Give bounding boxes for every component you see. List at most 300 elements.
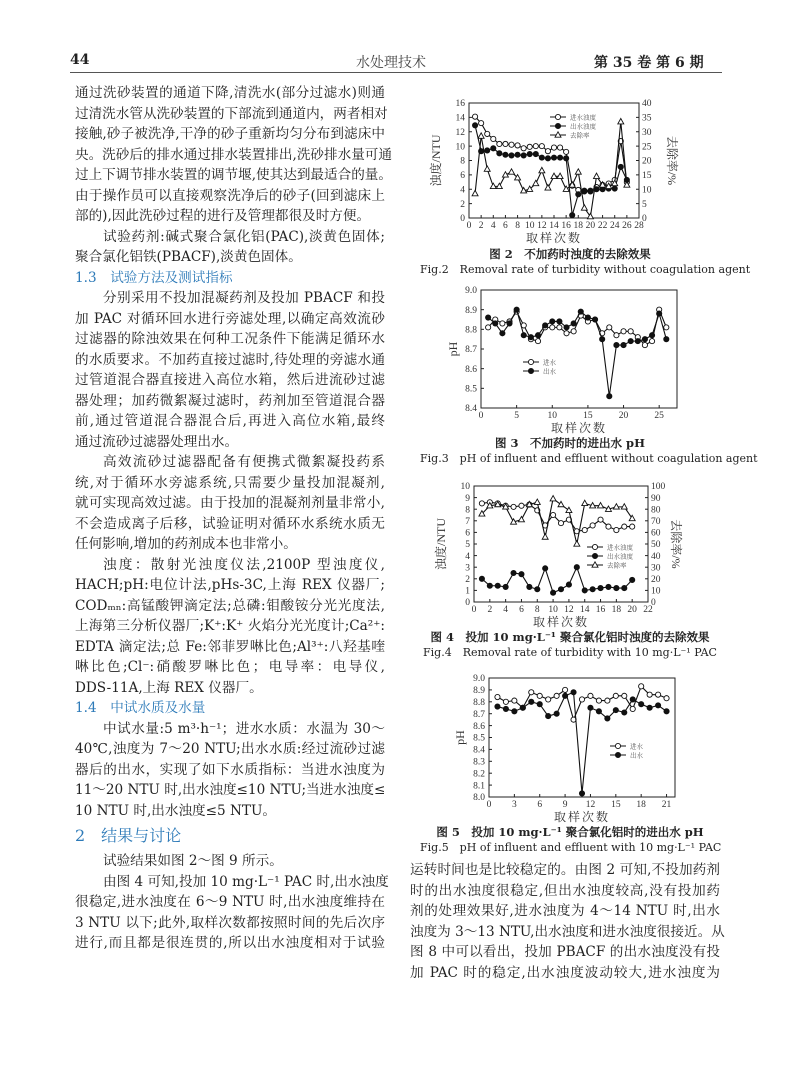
y-right-tick-label: 10 (651, 586, 661, 597)
data-point (509, 153, 514, 158)
data-point (539, 144, 544, 149)
data-point (606, 584, 611, 589)
x-tick-label: 21 (661, 800, 672, 810)
legend-label: 去除率 (570, 132, 590, 140)
data-point (664, 696, 669, 701)
x-tick-label: 0 (478, 411, 484, 421)
fig4-caption: 图 4 投加 10 mg·L⁻¹ 聚合氯化铝时浊度的去除效果 (430, 630, 710, 644)
data-point (533, 180, 539, 185)
fig2-caption-en: Fig.2 Removal rate of turbidity without coagulation agent (420, 263, 751, 276)
data-point (564, 331, 569, 336)
data-point (621, 342, 626, 347)
data-point (618, 118, 624, 123)
x-tick-label: 5 (514, 411, 520, 421)
y-right-tick-label: 50 (651, 540, 661, 551)
x-tick-label: 15 (583, 411, 593, 421)
data-point (642, 342, 647, 347)
data-point (503, 141, 508, 146)
data-point (509, 169, 515, 174)
data-point (594, 173, 600, 178)
y-axis-label: 浊度/NTU (429, 134, 443, 187)
y-tick-label: 1 (465, 586, 470, 597)
paragraph-line: 过管道混合器直接进入高位水箱，然后进流砂过滤 (75, 372, 385, 388)
data-point (503, 706, 508, 711)
x-tick-label: 8 (515, 221, 520, 231)
paragraph-line: 剂的处理效果好,进水浊度为 4～14 NTU 时,出水 (410, 903, 720, 919)
data-point (479, 121, 484, 126)
data-point (491, 146, 496, 151)
y-right-tick-label: 0 (651, 598, 656, 609)
paragraph-line: 通过洗砂装置的通道下降,清洗水(部分过滤水)则通 (75, 85, 385, 101)
x-tick-label: 22 (643, 605, 653, 615)
data-point (574, 565, 579, 570)
x-tick-label: 4 (490, 221, 496, 231)
data-point (478, 133, 484, 138)
y-tick-label: 8.5 (473, 733, 485, 744)
y-tick-label: 8.4 (473, 745, 485, 756)
y-tick-label: 10 (455, 142, 465, 153)
data-point (533, 144, 538, 149)
y-right-tick-label: 25 (642, 142, 652, 153)
paragraph-line: 进行,而且都是很连贯的,所以出水浊度相对于试验 (75, 935, 385, 951)
fig2-chart (428, 99, 680, 245)
data-point (518, 516, 524, 521)
legend-label: 出水浊度 (570, 123, 596, 131)
data-point (537, 693, 542, 698)
data-point (557, 319, 562, 324)
data-point (500, 331, 505, 336)
data-point (630, 524, 635, 529)
x-tick-label: 28 (634, 221, 644, 231)
legend-marker (555, 123, 560, 128)
data-point (551, 145, 556, 150)
data-point (639, 684, 644, 689)
data-point (649, 339, 654, 344)
issue-info: 第 35 卷 第 6 期 (594, 55, 704, 71)
series-1 (486, 307, 669, 399)
data-point (554, 693, 559, 698)
paragraph-line: 央。洗砂后的排水通过排水装置排出,洗砂排水量可通 (75, 146, 392, 163)
y-right-tick-label: 15 (642, 171, 652, 182)
data-point (550, 590, 555, 595)
x-tick-label: 20 (585, 221, 596, 231)
plot-frame (481, 290, 677, 408)
data-point (512, 698, 517, 703)
paragraph-line: 过上下调节排水装置的调节堰,使其达到最适合的量。 (75, 167, 392, 183)
page-number: 44 (70, 52, 90, 68)
y-right-tick-label: 20 (642, 156, 652, 167)
x-tick-label: 10 (524, 221, 535, 231)
data-point (550, 496, 556, 501)
data-point (566, 507, 572, 512)
data-point (639, 702, 644, 707)
x-tick-label: 14 (549, 221, 559, 231)
data-point (557, 155, 562, 160)
x-tick-label: 16 (561, 221, 571, 231)
fig3-caption: 图 3 不加药时的进出水 pH (495, 436, 645, 450)
y-tick-label: 2 (460, 199, 465, 210)
data-point (539, 155, 544, 160)
section-heading: 1.4 中试水质及水量 (75, 700, 206, 716)
data-point (527, 584, 532, 589)
data-point (613, 708, 618, 713)
legend-marker (615, 752, 620, 757)
paragraph-line: 浊度为 3～13 NTU,出水浊度和进水浊度很接近。从 (410, 923, 725, 940)
paragraph-line: 上海第三分析仪器厂;K⁺:K⁺ 火焰分光光度计;Ca²⁺: (75, 618, 385, 634)
data-point (545, 156, 550, 161)
x-tick-label: 12 (564, 605, 574, 615)
x-tick-label: 2 (478, 221, 484, 231)
x-tick-label: 0 (486, 800, 492, 810)
series-1 (472, 123, 629, 218)
data-point (472, 123, 477, 128)
data-point (590, 587, 595, 592)
fig4-chart (433, 482, 684, 629)
data-point (588, 705, 593, 710)
data-point (622, 693, 627, 698)
x-tick-label: 6 (503, 221, 508, 231)
y-tick-label: 8 (465, 505, 470, 516)
data-point (545, 149, 550, 154)
data-point (472, 190, 478, 195)
paragraph-line: 前,通过管道混合器混合后,再进入高位水箱,最终 (75, 413, 385, 429)
data-point (590, 523, 595, 528)
legend-label: 出水浊度 (607, 553, 633, 561)
series-line (475, 122, 627, 217)
x-tick-label: 18 (611, 605, 622, 615)
data-point (592, 317, 597, 322)
y-tick-label: 12 (455, 127, 465, 138)
paragraph-line: 过清洗水管从洗砂装置的下部流到通道内，两者相对 (75, 105, 388, 122)
y-tick-label: 8.2 (473, 769, 485, 780)
paragraph-line: 中试水量:5 m³·h⁻¹；进水水质：水温为 30～ (103, 720, 385, 737)
data-point (511, 570, 516, 575)
data-point (579, 697, 584, 702)
data-point (575, 169, 581, 174)
data-point (647, 705, 652, 710)
y-tick-label: 6 (465, 528, 470, 539)
data-point (607, 394, 612, 399)
legend-label: 出水 (630, 752, 643, 760)
data-point (545, 185, 551, 190)
x-tick-label: 25 (654, 411, 664, 421)
legend-label: 进水 (630, 743, 643, 751)
fig4-caption-en: Fig.4 Removal rate of turbidity with 10 mg·L⁻¹ PAC (423, 646, 717, 659)
data-point (571, 690, 576, 695)
x-tick-label: 26 (622, 221, 632, 231)
data-point (491, 136, 496, 141)
data-point (514, 307, 519, 312)
data-point (487, 583, 492, 588)
data-point (497, 141, 502, 146)
x-axis-label: 取样次数 (550, 421, 608, 435)
paragraph-line: 11～20 NTU 时,出水浊度≤10 NTU;当进水浊度≤ (75, 782, 386, 798)
y-tick-label: 14 (455, 113, 465, 124)
data-point (519, 572, 524, 577)
y-tick-label: 3 (465, 563, 470, 574)
paragraph-line: 器后的出水，实现了如下水质指标：当进水浊度为 (75, 761, 385, 778)
series-0 (479, 500, 634, 534)
paragraph-line: 就可实现高效过滤。由于投加的混凝剂剂量非常小, (75, 495, 385, 511)
data-point (581, 205, 587, 210)
x-tick-label: 3 (511, 800, 517, 810)
fig5-chart (453, 674, 675, 824)
x-tick-label: 0 (471, 605, 477, 615)
y-right-axis-label: 去除率/% (669, 519, 683, 569)
paragraph-line: 任何影响,增加的药剂成本也非常小。 (75, 536, 297, 552)
x-tick-label: 22 (597, 221, 608, 231)
paragraph-line: 40℃,浊度为 7～20 NTU;出水水质:经过流砂过滤 (75, 741, 385, 757)
data-point (630, 706, 635, 711)
series-line (475, 125, 627, 215)
y-right-tick-label: 40 (642, 99, 652, 110)
data-point (551, 155, 556, 160)
y-tick-label: 16 (455, 99, 465, 110)
y-right-tick-label: 20 (651, 575, 661, 585)
data-point (564, 156, 569, 161)
data-point (558, 521, 563, 526)
paragraph-line: 加 PAC 对循环回水进行旁滤处理,以确定高效流砂 (75, 310, 385, 327)
data-point (582, 500, 588, 505)
legend-marker (592, 544, 597, 549)
data-point (509, 142, 514, 147)
legend-marker (615, 743, 620, 748)
data-point (564, 149, 569, 154)
data-point (521, 153, 526, 158)
data-point (571, 329, 576, 334)
data-point (621, 329, 626, 334)
y-right-tick-label: 35 (642, 113, 652, 124)
y-tick-label: 8.9 (465, 305, 477, 316)
paragraph-line: 由于操作员可以直接观察洗净后的砂子(回到滤床上 (75, 187, 385, 204)
data-point (582, 189, 587, 194)
x-tick-label: 4 (503, 605, 509, 615)
data-point (614, 333, 619, 338)
paragraph-line: CODₘₙ:高锰酸钾滴定法;总磷:钼酸铵分光光度法, (75, 597, 385, 614)
x-tick-label: 18 (573, 221, 584, 231)
series-0 (486, 307, 669, 348)
series-2 (479, 496, 635, 547)
legend-marker (555, 114, 560, 119)
data-point (527, 151, 532, 156)
data-point (515, 152, 520, 157)
paragraph-line: 由图 4 可知,投加 10 mg·L⁻¹ PAC 时,出水浊度 (103, 873, 389, 890)
y-tick-label: 8.4 (465, 404, 477, 415)
x-tick-label: 8 (534, 605, 540, 615)
y-tick-label: 8.9 (473, 686, 485, 697)
data-point (515, 143, 520, 148)
data-point (600, 337, 605, 342)
data-point (479, 576, 484, 581)
y-tick-label: 9.0 (465, 286, 477, 297)
data-point (500, 321, 505, 326)
y-tick-label: 8.8 (473, 698, 485, 708)
data-point (512, 709, 517, 714)
data-point (535, 339, 540, 344)
data-point (486, 325, 491, 330)
data-point (503, 152, 508, 157)
y-tick-label: 9.0 (473, 674, 485, 685)
data-point (521, 146, 526, 151)
data-point (479, 501, 484, 506)
y-tick-label: 9 (465, 493, 470, 504)
data-point (542, 534, 548, 539)
paragraph-line: 统,对于循环水旁滤系统,只需要少量投加混凝剂, (75, 474, 385, 491)
data-point (579, 791, 584, 796)
fig5-caption-en: Fig.5 pH of influent and effluent with 10 mg·L⁻¹ PAC (420, 841, 722, 854)
x-tick-label: 15 (611, 800, 621, 810)
y-axis-label: 浊度/NTU (434, 518, 448, 570)
y-tick-label: 8.6 (473, 721, 485, 732)
x-axis-label: 取样次数 (525, 231, 583, 245)
data-point (546, 697, 551, 702)
paragraph-line: 试验药剂:碱式聚合氯化铝(PAC),淡黄色固体; (103, 228, 385, 245)
paragraph-line: 图 8 中可以看出，投加 PBACF 的出水浊度没有投 (410, 944, 720, 960)
x-tick-label: 12 (585, 800, 596, 810)
legend-label: 进水浊度 (570, 114, 596, 122)
data-point (605, 698, 610, 703)
paragraph-line: DDS-11A,上海 REX 仪器厂。 (75, 679, 263, 696)
data-point (563, 186, 569, 191)
paragraph-line: 部的),因此洗砂过程的进行及管理都很及时方便。 (75, 208, 371, 224)
data-point (497, 151, 502, 156)
y-right-tick-label: 30 (642, 127, 652, 138)
section-heading: 2 结果与讨论 (75, 826, 182, 845)
legend-label: 进水 (543, 359, 556, 367)
paragraph-line: 高效流砂过滤器配备有便携式微絮凝投药系 (103, 454, 385, 470)
data-point (588, 693, 593, 698)
y-tick-label: 2 (465, 575, 470, 585)
legend-marker (528, 359, 533, 364)
data-point (557, 325, 562, 330)
data-point (529, 699, 534, 704)
data-point (484, 166, 490, 171)
x-tick-label: 6 (537, 800, 543, 810)
y-right-tick-label: 40 (651, 551, 661, 562)
fig3-chart (446, 286, 677, 435)
x-tick-label: 24 (609, 221, 620, 231)
data-point (582, 527, 587, 532)
data-point (558, 587, 563, 592)
data-point (495, 704, 500, 709)
data-point (622, 524, 627, 529)
paragraph-line: EDTA 滴定法;总 Fe:邻菲罗啉比色;Al³⁺:八羟基喹 (75, 638, 385, 655)
data-point (543, 323, 548, 328)
paragraph-line: 通过流砂过滤器处理出水。 (75, 433, 239, 450)
data-point (485, 131, 490, 136)
x-tick-label: 0 (466, 221, 472, 231)
data-point (628, 329, 633, 334)
paragraph-line: 聚合氯化铝铁(PBACF),淡黄色固体。 (75, 249, 302, 265)
data-point (550, 512, 555, 517)
data-point (550, 319, 555, 324)
x-axis-label: 取样次数 (532, 615, 590, 629)
data-point (614, 527, 619, 532)
data-point (519, 503, 524, 508)
journal-title: 水处理技术 (356, 55, 426, 71)
data-point (571, 321, 576, 326)
data-point (495, 583, 500, 588)
paragraph-line: 3 NTU 以下;此外,取样次数都按照时间的先后次序 (75, 914, 385, 931)
data-point (614, 342, 619, 347)
y-tick-label: 8 (460, 156, 465, 167)
data-point (614, 585, 619, 590)
data-point (618, 164, 623, 169)
data-point (546, 713, 551, 718)
x-tick-label: 14 (579, 605, 590, 615)
series-2 (472, 118, 630, 218)
data-point (520, 705, 525, 710)
data-point (655, 692, 660, 697)
data-point (539, 167, 545, 172)
data-point (554, 711, 559, 716)
y-tick-label: 4 (460, 185, 465, 196)
x-tick-label: 16 (595, 605, 606, 615)
y-tick-label: 0 (465, 598, 470, 609)
data-point (566, 582, 571, 587)
data-point (511, 504, 516, 509)
data-point (647, 692, 652, 697)
data-point (493, 321, 498, 326)
data-point (606, 524, 611, 529)
x-axis-label: 取样次数 (553, 810, 611, 824)
data-point (574, 541, 580, 546)
data-point (507, 321, 512, 326)
paragraph-line: 分别采用不投加混凝药剂及投加 PBACF 和投 (103, 290, 385, 306)
y-right-tick-label: 80 (651, 505, 661, 516)
data-point (485, 148, 490, 153)
y-right-tick-label: 30 (651, 563, 661, 574)
data-point (562, 693, 567, 698)
legend-marker (592, 553, 597, 558)
y-right-axis-label: 去除率/% (665, 135, 679, 186)
data-point (655, 703, 660, 708)
data-point (612, 186, 617, 191)
data-point (598, 517, 603, 522)
data-point (503, 584, 508, 589)
data-point (628, 339, 633, 344)
fig2-caption: 图 2 不加药时浊度的去除效果 (489, 247, 651, 261)
data-point (558, 501, 564, 506)
paragraph-line: 啉比色;Cl⁻:硝酸罗啉比色；电导率：电导仪, (75, 659, 385, 675)
y-axis-label: pH (446, 341, 460, 357)
y-right-tick-label: 10 (642, 185, 652, 196)
x-tick-label: 20 (627, 605, 637, 615)
data-point (562, 687, 567, 692)
data-point (495, 694, 500, 699)
data-point (657, 311, 662, 316)
y-right-tick-label: 5 (642, 199, 647, 210)
data-point (578, 309, 583, 314)
data-point (598, 585, 603, 590)
y-right-tick-label: 0 (642, 214, 647, 225)
y-right-tick-label: 90 (651, 493, 661, 504)
x-tick-label: 6 (519, 605, 524, 615)
data-point (527, 144, 532, 149)
x-tick-label: 2 (487, 605, 493, 615)
x-tick-label: 10 (548, 605, 558, 615)
x-tick-label: 18 (636, 800, 646, 810)
paragraph-line: 的水质要求。不加药直接过滤时,待处理的旁滤水通 (75, 351, 385, 368)
data-point (535, 333, 540, 338)
data-point (664, 709, 669, 714)
paragraph-line: 浊度：散射光浊度仪法,2100P 型浊度仪, (103, 556, 385, 573)
y-tick-label: 8.1 (473, 781, 485, 792)
data-point (550, 325, 555, 330)
data-point (521, 333, 526, 338)
data-point (630, 697, 635, 702)
y-tick-label: 8.7 (473, 709, 485, 720)
